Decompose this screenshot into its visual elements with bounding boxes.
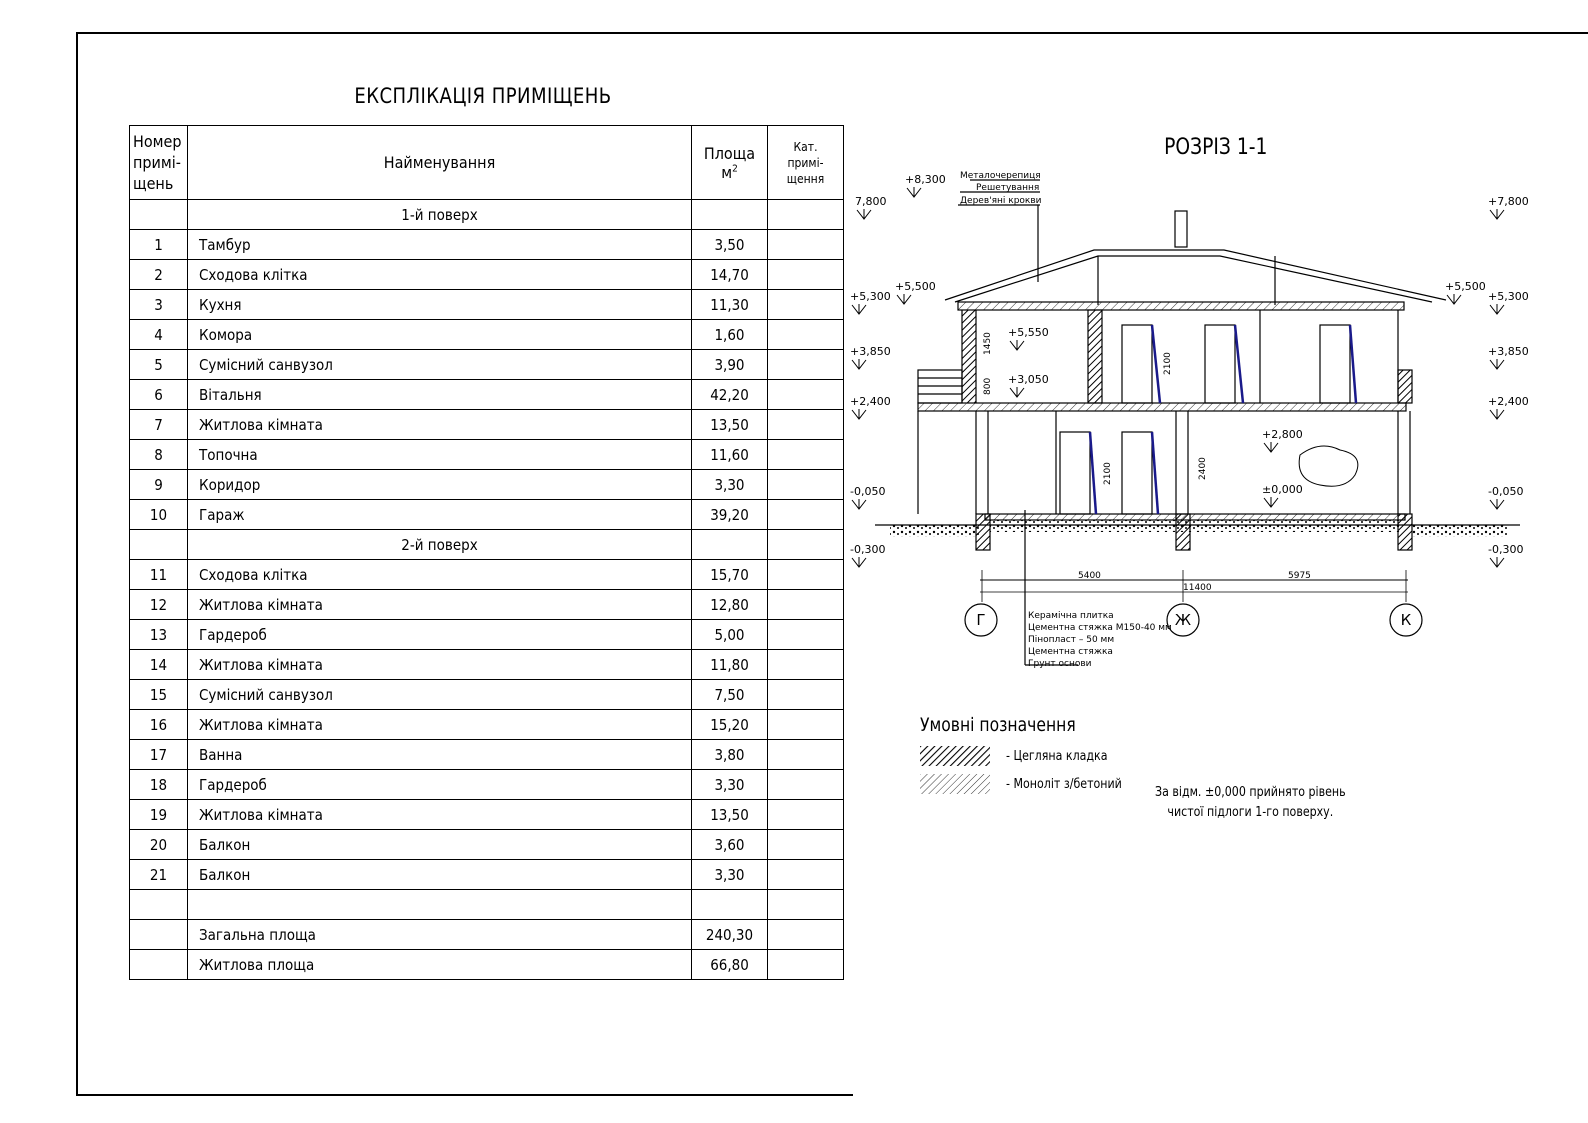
dim-5975: 5975 (1288, 571, 1311, 581)
level-mark: +5,300 (1488, 290, 1529, 303)
concrete-hatch-icon (920, 774, 990, 794)
ground-soil-mid (990, 520, 1400, 532)
cell-category (768, 890, 844, 920)
cell-name: Житлова кімната (188, 800, 692, 830)
cell-area: 11,60 (692, 440, 768, 470)
table-row (130, 830, 844, 860)
section-title: РОЗРІЗ 1-1 (1164, 135, 1268, 160)
cell-name: Житлова площа (188, 950, 692, 980)
header-number: Номер примі- щень (130, 126, 188, 200)
level-mark: +3,850 (850, 345, 891, 358)
table-row (130, 620, 844, 650)
level-arrow-icon (1490, 209, 1504, 219)
header-area: Площа $м^2$ (692, 126, 768, 200)
cell-category (768, 560, 844, 590)
table-row (130, 740, 844, 770)
chimney (1175, 211, 1187, 247)
cell-number (130, 920, 188, 950)
cell-number: 19 (130, 800, 188, 830)
level-mark: +5,500 (1445, 280, 1486, 293)
level-arrow-icon (852, 499, 866, 509)
level-arrow-icon (1264, 497, 1278, 507)
cell-area: 42,20 (692, 380, 768, 410)
legend-title: Умовні позначення (920, 714, 1076, 736)
dim-11400: 11400 (1183, 583, 1212, 593)
axis-label-k: К (1400, 611, 1412, 629)
table-row (130, 860, 844, 890)
cell-area: 3,90 (692, 350, 768, 380)
table-row (130, 650, 844, 680)
level-mark: +7,800 (1488, 195, 1529, 208)
level-arrow-icon (1490, 409, 1504, 419)
table-row (130, 320, 844, 350)
cell-number (130, 530, 188, 560)
frame-top-border (76, 32, 1588, 34)
level-mark: +5,550 (1008, 326, 1049, 339)
cell-area: 3,80 (692, 740, 768, 770)
table-row (130, 230, 844, 260)
cell-area: 15,70 (692, 560, 768, 590)
cell-name: Коридор (188, 470, 692, 500)
wall-brick-right-upper (1398, 370, 1412, 403)
cell-category (768, 950, 844, 980)
level-mark: 7,800 (855, 195, 887, 208)
cell-number: 3 (130, 290, 188, 320)
dim-1450: 1450 (983, 332, 993, 355)
cell-name: Сходова клітка (188, 560, 692, 590)
table-row (130, 680, 844, 710)
floor-header-row (130, 530, 844, 560)
table-row (130, 800, 844, 830)
cell-category (768, 200, 844, 230)
cell-name: Сходова клітка (188, 260, 692, 290)
cell-number: 21 (130, 860, 188, 890)
cell-name: Житлова кімната (188, 410, 692, 440)
cell-number: 13 (130, 620, 188, 650)
level-mark: +8,300 (905, 173, 946, 186)
cell-name: Кухня (188, 290, 692, 320)
cell-area: 240,30 (692, 920, 768, 950)
cell-number: 12 (130, 590, 188, 620)
cell-area: 15,20 (692, 710, 768, 740)
level-mark: +2,400 (1488, 395, 1529, 408)
cell-number: 20 (130, 830, 188, 860)
table-row (130, 890, 844, 920)
header-category: Кат. примі- щення (768, 126, 844, 200)
cell-category (768, 530, 844, 560)
cell-category (768, 830, 844, 860)
cell-name: Тамбур (188, 230, 692, 260)
legend-item-brick (920, 746, 1125, 766)
level-arrow-icon (1490, 557, 1504, 567)
cell-name: Житлова кімната (188, 650, 692, 680)
level-mark: -0,050 (1488, 485, 1524, 498)
cell-name: Загальна площа (188, 920, 692, 950)
cell-area: 14,70 (692, 260, 768, 290)
brick-hatch-icon (920, 746, 990, 766)
cell-number: 14 (130, 650, 188, 680)
cell-category (768, 230, 844, 260)
roof-outline (945, 250, 1446, 300)
explication-title: ЕКСПЛІКАЦІЯ ПРИМІЩЕНЬ (354, 84, 612, 108)
cell-name: 2-й поверх (188, 530, 692, 560)
cell-category (768, 710, 844, 740)
floor-layer-3: Пінопласт – 50 мм (1028, 635, 1115, 645)
cell-area (692, 200, 768, 230)
cell-area: 12,80 (692, 590, 768, 620)
cell-name: Комора (188, 320, 692, 350)
table-row (130, 950, 844, 980)
cell-name: Балкон (188, 860, 692, 890)
cell-category (768, 740, 844, 770)
cell-number: 11 (130, 560, 188, 590)
cell-number: 10 (130, 500, 188, 530)
cell-number: 6 (130, 380, 188, 410)
cell-category (768, 650, 844, 680)
cell-number: 9 (130, 470, 188, 500)
cell-category (768, 350, 844, 380)
cell-category (768, 320, 844, 350)
cell-area: 7,50 (692, 680, 768, 710)
floor-layer-4: Цементна стяжка (1028, 647, 1113, 657)
frame-left-border (76, 32, 78, 1094)
cell-category (768, 380, 844, 410)
level-mark: -0,300 (1488, 543, 1524, 556)
table-row (130, 920, 844, 950)
table-row (130, 290, 844, 320)
cell-area: 1,60 (692, 320, 768, 350)
axis-label-zh: Ж (1174, 611, 1192, 629)
brick-texture (1299, 446, 1358, 486)
legend-label-concrete: - Моноліт з/бетоний (1006, 776, 1122, 792)
header-name: Найменування (188, 126, 692, 200)
ground-soil-right (1412, 525, 1507, 537)
cell-number: 15 (130, 680, 188, 710)
cell-name: Сумісний санвузол (188, 680, 692, 710)
level-arrow-icon (1447, 294, 1461, 304)
cell-name: Житлова кімната (188, 590, 692, 620)
cell-number: 1 (130, 230, 188, 260)
cell-name: Гардероб (188, 620, 692, 650)
cell-number: 18 (130, 770, 188, 800)
cell-category (768, 440, 844, 470)
dim-5400: 5400 (1078, 571, 1101, 581)
level-arrow-icon (857, 209, 871, 219)
cell-category (768, 680, 844, 710)
table-row (130, 350, 844, 380)
table-row (130, 500, 844, 530)
level-mark: +5,300 (850, 290, 891, 303)
cell-name: Житлова кімната (188, 710, 692, 740)
ground-soil-left (890, 525, 980, 537)
table-row (130, 560, 844, 590)
dim-2100-lower: 2100 (1103, 462, 1113, 485)
cell-area: 3,50 (692, 230, 768, 260)
cell-name: Гардероб (188, 770, 692, 800)
axis-label-g: Г (976, 611, 986, 629)
explication-table (129, 125, 844, 980)
cell-number: 8 (130, 440, 188, 470)
dim-800: 800 (983, 377, 993, 395)
cell-category (768, 470, 844, 500)
attic-slab (958, 302, 1404, 310)
cell-area: 11,30 (692, 290, 768, 320)
table-row (130, 410, 844, 440)
level-mark: +3,050 (1008, 373, 1049, 386)
roof-inner (955, 256, 1432, 302)
cell-number: 4 (130, 320, 188, 350)
cell-category (768, 590, 844, 620)
cell-name: Вітальня (188, 380, 692, 410)
level-arrow-icon (1490, 499, 1504, 509)
cell-area (692, 530, 768, 560)
level-arrow-icon (1490, 304, 1504, 314)
wall-brick-center (1088, 310, 1102, 403)
cell-category (768, 620, 844, 650)
floor-layer-5: Грунт основи (1028, 659, 1092, 669)
floor-header-row (130, 200, 844, 230)
floor-layer-2: Цементна стяжка М150-40 мм (1028, 623, 1172, 633)
level-mark: +2,400 (850, 395, 891, 408)
cell-number: 17 (130, 740, 188, 770)
table-row (130, 710, 844, 740)
level-arrow-icon (907, 187, 921, 197)
level-mark: +2,800 (1262, 428, 1303, 441)
cell-name: Ванна (188, 740, 692, 770)
level-mark: +3,850 (1488, 345, 1529, 358)
cell-category (768, 410, 844, 440)
cell-area: 66,80 (692, 950, 768, 980)
cell-number: 5 (130, 350, 188, 380)
level-arrow-icon (1010, 340, 1024, 350)
roof-layer-1: Металочерепиця (960, 171, 1041, 181)
level-arrow-icon (1490, 359, 1504, 369)
level-arrow-icon (852, 304, 866, 314)
cell-category (768, 260, 844, 290)
foundation-k (1398, 514, 1412, 550)
level-arrow-icon (852, 359, 866, 369)
cell-category (768, 770, 844, 800)
cell-area: 39,20 (692, 500, 768, 530)
level-mark: -0,300 (850, 543, 886, 556)
cell-area: 3,30 (692, 770, 768, 800)
dim-2100-upper: 2100 (1163, 352, 1173, 375)
level-arrow-icon (852, 557, 866, 567)
level-arrow-icon (1264, 442, 1278, 452)
cell-area: 13,50 (692, 800, 768, 830)
cell-name (188, 890, 692, 920)
level-mark: +5,500 (895, 280, 936, 293)
frame-bottom-border (76, 1094, 853, 1096)
cell-area: 13,50 (692, 410, 768, 440)
cell-category (768, 800, 844, 830)
table-row (130, 470, 844, 500)
cell-area (692, 890, 768, 920)
cell-category (768, 920, 844, 950)
cell-number (130, 950, 188, 980)
cell-number (130, 890, 188, 920)
cell-area: 3,30 (692, 470, 768, 500)
cell-number: 16 (130, 710, 188, 740)
floor-layer-1: Керамічна плитка (1028, 611, 1114, 621)
level-note: За відм. ±0,000 прийнято рівень чистої підлоги 1-го поверху. (1155, 785, 1346, 820)
cell-name: 1-й поверх (188, 200, 692, 230)
cell-category (768, 860, 844, 890)
cell-number: 7 (130, 410, 188, 440)
cell-area: 3,30 (692, 860, 768, 890)
level-arrow-icon (897, 294, 911, 304)
roof-layer-2: Решетування (976, 183, 1040, 193)
ground-slab (985, 514, 1405, 520)
cell-category (768, 290, 844, 320)
cell-name: Балкон (188, 830, 692, 860)
floor2-slab (918, 403, 1406, 411)
cell-area: 11,80 (692, 650, 768, 680)
level-mark: ±0,000 (1262, 483, 1303, 496)
cell-area: 5,00 (692, 620, 768, 650)
table-row (130, 590, 844, 620)
section-drawing (850, 170, 1550, 680)
table-header-row (130, 126, 844, 200)
level-arrow-icon (852, 409, 866, 419)
wall-brick-left-upper (962, 310, 976, 403)
dim-2400: 2400 (1198, 457, 1208, 480)
cell-number: 2 (130, 260, 188, 290)
cell-name: Сумісний санвузол (188, 350, 692, 380)
cell-area: 3,60 (692, 830, 768, 860)
cell-name: Гараж (188, 500, 692, 530)
table-row (130, 260, 844, 290)
roof-layer-3: Дерев'яні крокви (960, 196, 1042, 206)
legend-item-concrete (920, 774, 1142, 794)
level-mark: -0,050 (850, 485, 886, 498)
legend-label-brick: - Цегляна кладка (1006, 748, 1108, 764)
table-row (130, 380, 844, 410)
table-row (130, 440, 844, 470)
cell-name: Топочна (188, 440, 692, 470)
level-arrow-icon (1010, 387, 1024, 397)
table-row (130, 770, 844, 800)
cell-category (768, 500, 844, 530)
cell-number (130, 200, 188, 230)
